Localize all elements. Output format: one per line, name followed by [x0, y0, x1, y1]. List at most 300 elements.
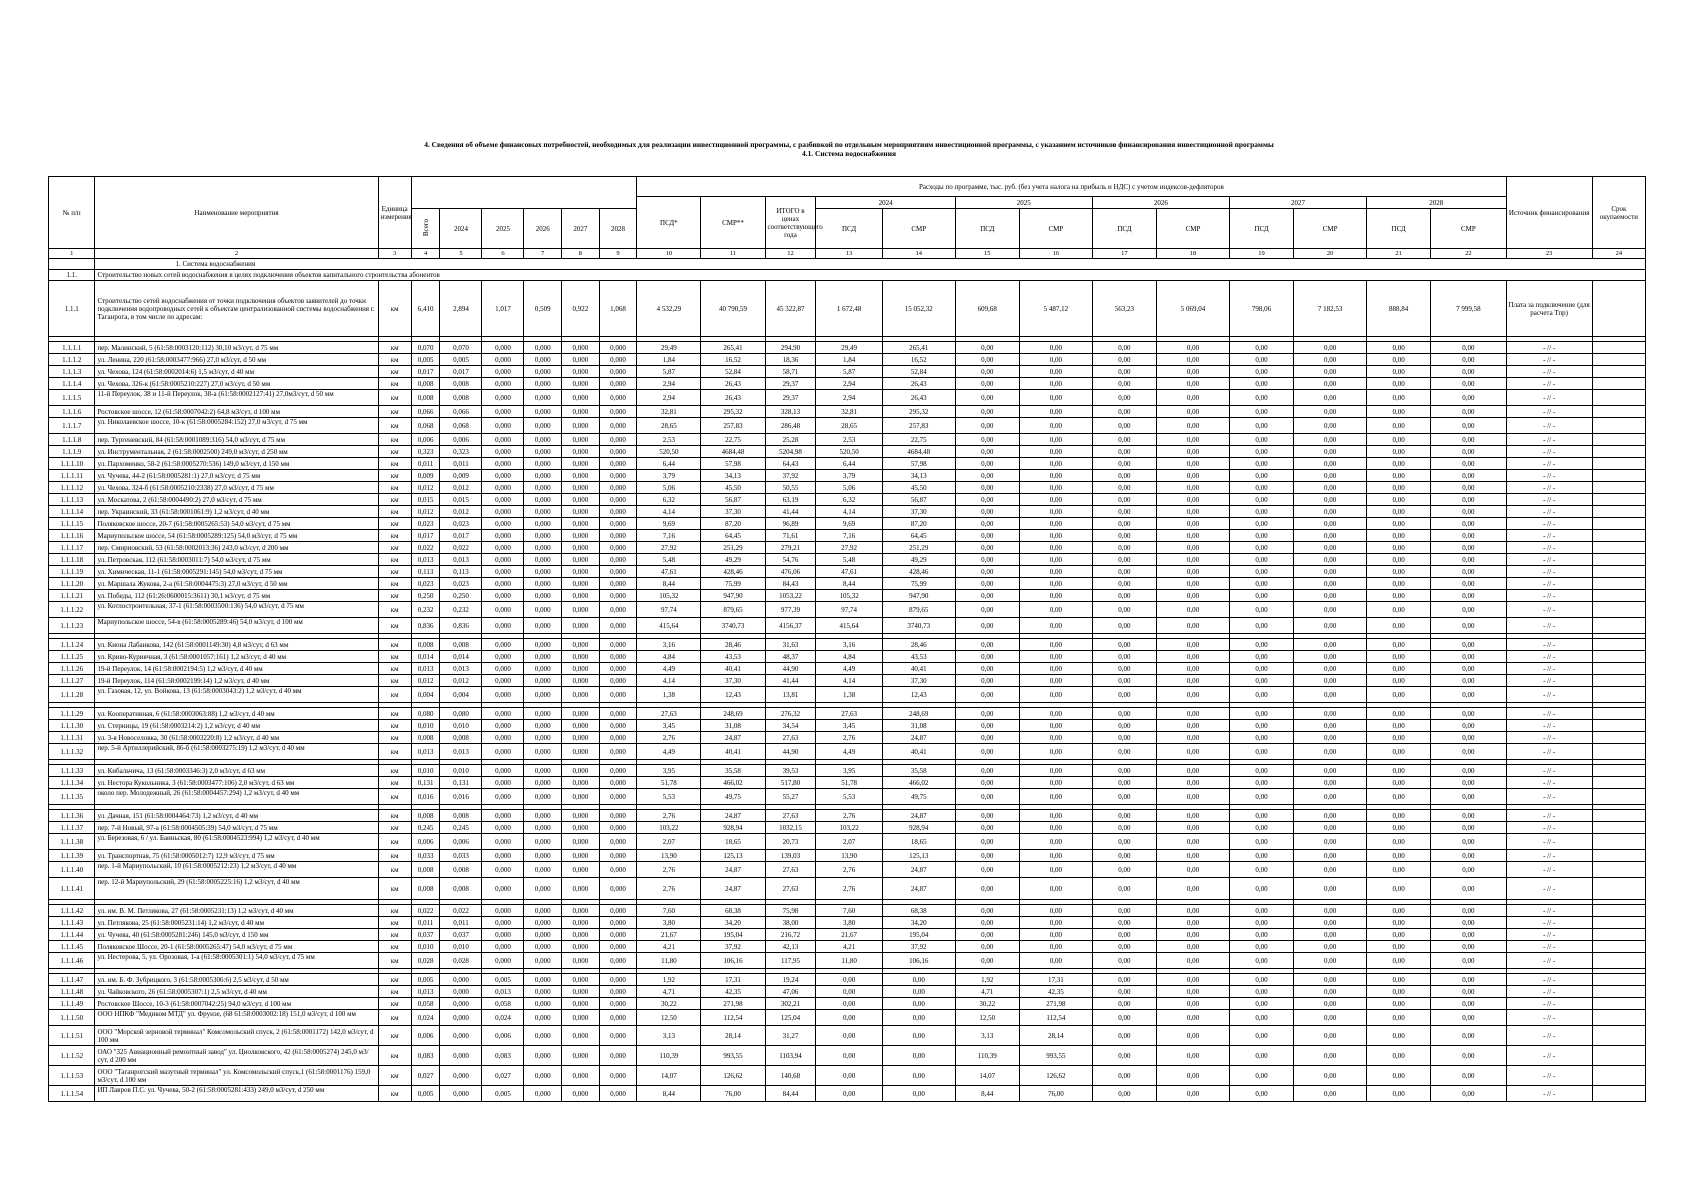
row-value: 0,00 [1019, 822, 1092, 834]
row-number: 1.1.1.32 [49, 744, 95, 760]
row-value: 0,083 [482, 1046, 524, 1066]
row-value: 30,22 [955, 998, 1019, 1010]
row-value: 0,00 [1294, 878, 1367, 900]
row-term [1592, 446, 1645, 458]
row-term [1592, 406, 1645, 418]
row-value: 12,43 [701, 687, 765, 703]
row-value: 0,00 [1294, 986, 1367, 998]
row-value: 0,00 [955, 708, 1019, 720]
row-value: 0,00 [1367, 618, 1431, 634]
investment-table [48, 176, 1646, 1102]
row-value: 0,00 [955, 554, 1019, 566]
row-number: 1.1.1.40 [49, 862, 95, 878]
header-smr-2026: СМР [1156, 209, 1229, 249]
row-term [1592, 905, 1645, 917]
row-source: - // - [1506, 651, 1592, 663]
row-term [1592, 542, 1645, 554]
row-value: 0,000 [524, 518, 562, 530]
row-value: 0,000 [599, 953, 637, 969]
table-row [49, 342, 1646, 354]
row-value: 97,74 [816, 602, 882, 618]
row-value: 0,00 [1229, 941, 1293, 953]
row-value: 0,00 [1156, 1010, 1229, 1026]
row-value: 71,61 [765, 530, 816, 542]
row-value: 0,00 [1092, 810, 1156, 822]
row-value: 0,00 [1367, 905, 1431, 917]
row-name: ул. Газовая, 12, ул. Войкова, 13 (61:58:0003043:2) 1,2 м3/сут, d 40 мм [95, 687, 378, 703]
row-value: 0,000 [599, 1046, 637, 1066]
row-value: 2,07 [637, 834, 701, 850]
row-value: 0,000 [524, 720, 562, 732]
row-value: 0,00 [955, 862, 1019, 878]
row-unit: км [378, 675, 411, 687]
row-value: 251,29 [882, 542, 955, 554]
row-value: 0,00 [1229, 639, 1293, 651]
row-value: 0,00 [882, 974, 955, 986]
row-value: 0,131 [440, 777, 482, 789]
row-value: 0,00 [1156, 998, 1229, 1010]
row-term [1592, 765, 1645, 777]
row-value: 0,000 [482, 651, 524, 663]
row-unit: км [378, 578, 411, 590]
row-value: 14,07 [637, 1066, 701, 1086]
row-value: 0,000 [524, 929, 562, 941]
row-value: 0,000 [562, 929, 600, 941]
row-source: - // - [1506, 905, 1592, 917]
row-value: 0,00 [955, 530, 1019, 542]
row-value: 0,00 [1229, 810, 1293, 822]
row-number: 1.1.1.31 [49, 732, 95, 744]
column-number: 21 [1367, 249, 1431, 259]
row-term [1592, 494, 1645, 506]
row-value: 0,006 [440, 434, 482, 446]
row-value: 2,76 [816, 732, 882, 744]
row-value: 0,00 [1431, 458, 1506, 470]
row-value: 0,00 [816, 1010, 882, 1026]
row-name: ул. Дачная, 151 (61:58:0004464:73) 1,2 м3/сут, d 40 мм [95, 810, 378, 822]
row-value: 0,008 [440, 639, 482, 651]
row-value: 0,000 [599, 390, 637, 406]
row-value: 56,87 [882, 494, 955, 506]
row-value: 328,13 [765, 406, 816, 418]
row-value: 32,81 [637, 406, 701, 418]
row-value: 0,00 [1092, 998, 1156, 1010]
row-value: 87,20 [882, 518, 955, 530]
row-value: 1,017 [482, 281, 524, 337]
column-number: 22 [1431, 249, 1506, 259]
row-term [1592, 1046, 1645, 1066]
row-value: 0,000 [562, 663, 600, 675]
row-value: 0,00 [1019, 506, 1092, 518]
row-value: 0,00 [1229, 378, 1293, 390]
row-value: 0,000 [524, 506, 562, 518]
row-value: 0,00 [1229, 530, 1293, 542]
table-row [49, 1066, 1646, 1086]
row-value: 0,013 [440, 554, 482, 566]
row-value: 0,024 [411, 1010, 440, 1026]
row-unit: км [378, 663, 411, 675]
row-value: 13,81 [765, 687, 816, 703]
row-value: 6,44 [637, 458, 701, 470]
row-value: 0,00 [1431, 986, 1506, 998]
row-value: 0,000 [562, 1010, 600, 1026]
row-value: 0,00 [1367, 744, 1431, 760]
row-value: 0,000 [599, 1086, 637, 1102]
row-value: 0,000 [524, 765, 562, 777]
row-value: 0,00 [1019, 390, 1092, 406]
row-value: 0,00 [1229, 929, 1293, 941]
row-value: 0,000 [524, 342, 562, 354]
row-value: 0,000 [599, 917, 637, 929]
row-value: 8,44 [637, 578, 701, 590]
row-value: 0,00 [1367, 446, 1431, 458]
row-term [1592, 354, 1645, 366]
row-source: - // - [1506, 542, 1592, 554]
row-value: 0,000 [599, 929, 637, 941]
row-value: 0,00 [955, 732, 1019, 744]
table-row [49, 1046, 1646, 1066]
row-value: 0,017 [411, 530, 440, 542]
column-number: 3 [378, 249, 411, 259]
row-term [1592, 941, 1645, 953]
row-value: 18,65 [882, 834, 955, 850]
row-value: 35,58 [701, 765, 765, 777]
row-value: 0,00 [1294, 974, 1367, 986]
row-value: 0,000 [482, 810, 524, 822]
row-value: 0,00 [1294, 390, 1367, 406]
row-value: 0,00 [1019, 470, 1092, 482]
row-value: 0,000 [440, 1026, 482, 1046]
row-value: 0,017 [440, 530, 482, 542]
row-value: 44,90 [765, 663, 816, 675]
row-value: 0,00 [1229, 482, 1293, 494]
row-unit: км [378, 810, 411, 822]
row-value: 0,00 [1431, 822, 1506, 834]
row-value: 0,00 [1229, 1026, 1293, 1046]
row-unit: км [378, 789, 411, 805]
row-value: 0,00 [1156, 590, 1229, 602]
row-value: 27,63 [765, 810, 816, 822]
row-value: 12,50 [637, 1010, 701, 1026]
row-value: 0,00 [1019, 765, 1092, 777]
row-value: 0,00 [1092, 720, 1156, 732]
row-unit: км [378, 1086, 411, 1102]
row-value: 0,00 [1019, 744, 1092, 760]
row-value: 0,000 [562, 530, 600, 542]
row-value: 0,000 [599, 810, 637, 822]
row-number: 1.1.1.23 [49, 618, 95, 634]
row-value: 1,38 [816, 687, 882, 703]
row-value: 0,00 [1229, 494, 1293, 506]
column-number: 17 [1092, 249, 1156, 259]
row-value: 0,00 [1156, 862, 1229, 878]
row-value: 0,00 [955, 905, 1019, 917]
row-source: - // - [1506, 929, 1592, 941]
row-value: 0,000 [562, 822, 600, 834]
row-value: 0,000 [524, 974, 562, 986]
row-value: 125,13 [701, 850, 765, 862]
row-value: 42,35 [1019, 986, 1092, 998]
table-body [49, 249, 1646, 1102]
row-number: 1.1.1.9 [49, 446, 95, 458]
row-value: 0,00 [1294, 542, 1367, 554]
row-value: 0,00 [955, 470, 1019, 482]
row-value: 0,00 [1156, 941, 1229, 953]
row-value: 0,008 [411, 378, 440, 390]
row-value: 29,49 [816, 342, 882, 354]
row-value: 0,00 [1431, 1010, 1506, 1026]
row-value: 0,00 [955, 458, 1019, 470]
table-row [49, 518, 1646, 530]
row-value: 0,00 [955, 639, 1019, 651]
row-value: 0,00 [1294, 834, 1367, 850]
row-value: 0,00 [1092, 1066, 1156, 1086]
row-number: 1.1.1.27 [49, 675, 95, 687]
row-value: 0,000 [562, 366, 600, 378]
row-value: 0,00 [1431, 554, 1506, 566]
row-value: 0,00 [1156, 482, 1229, 494]
row-value: 0,00 [1092, 905, 1156, 917]
row-value: 0,00 [1431, 789, 1506, 805]
row-value: 0,000 [524, 1010, 562, 1026]
row-value: 0,000 [599, 1010, 637, 1026]
row-value: 0,00 [1367, 494, 1431, 506]
row-value: 0,00 [1092, 834, 1156, 850]
row-value: 8,44 [637, 1086, 701, 1102]
row-value: 0,00 [816, 1026, 882, 1046]
row-value: 0,00 [1092, 941, 1156, 953]
row-value: 4,49 [816, 744, 882, 760]
row-value: 0,00 [1294, 354, 1367, 366]
row-value: 0,00 [1367, 434, 1431, 446]
row-value: 276,32 [765, 708, 816, 720]
row-value: 0,000 [524, 578, 562, 590]
row-value: 76,00 [1019, 1086, 1092, 1102]
table-row [49, 590, 1646, 602]
row-value: 1,84 [816, 354, 882, 366]
row-value: 0,00 [1019, 602, 1092, 618]
row-value: 0,00 [1019, 687, 1092, 703]
row-value: 0,00 [1431, 687, 1506, 703]
row-value: 0,000 [562, 590, 600, 602]
row-value: 0,00 [1092, 822, 1156, 834]
row-value: 947,90 [701, 590, 765, 602]
row-source: - // - [1506, 618, 1592, 634]
row-value: 0,00 [1431, 850, 1506, 862]
row-value: 0,00 [1092, 418, 1156, 434]
row-value: 0,000 [562, 1086, 600, 1102]
row-value: 302,21 [765, 998, 816, 1010]
row-value: 0,00 [955, 675, 1019, 687]
row-value: 0,00 [955, 663, 1019, 675]
row-term [1592, 458, 1645, 470]
table-row [49, 530, 1646, 542]
header-year-2027: 2027 [1229, 197, 1366, 209]
row-value: 0,00 [1019, 917, 1092, 929]
row-value: 0,00 [1092, 390, 1156, 406]
row-name: 19-й Переулок, 14 (61:58:0002194:5) 1,2 м3/сут, d 40 мм [95, 663, 378, 675]
row-value: 0,00 [1156, 732, 1229, 744]
row-value: 0,023 [411, 578, 440, 590]
row-value: 0,000 [482, 458, 524, 470]
row-value: 0,00 [1431, 878, 1506, 900]
row-value: 0,836 [440, 618, 482, 634]
row-value: 51,78 [816, 777, 882, 789]
row-value: 0,00 [1156, 822, 1229, 834]
row-value: 28,46 [882, 639, 955, 651]
row-value: 22,75 [701, 434, 765, 446]
row-value: 0,00 [1229, 470, 1293, 482]
row-name: ул. Пархоменко, 58-2 (61:58:0005270:536) 149,0 м3/сут, d 150 мм [95, 458, 378, 470]
row-value: 4,21 [637, 941, 701, 953]
row-value: 0,000 [599, 862, 637, 878]
row-value: 0,083 [411, 1046, 440, 1066]
row-value: 0,00 [882, 1066, 955, 1086]
row-value: 0,00 [1294, 618, 1367, 634]
row-name: пер. Тургеневский, 84 (61:58:0001089:316) 54,0 м3/сут, d 75 мм [95, 434, 378, 446]
row-value: 0,250 [411, 590, 440, 602]
table-row [49, 862, 1646, 878]
row-value: 0,013 [440, 744, 482, 760]
row-value: 0,000 [599, 590, 637, 602]
row-value: 0,00 [1156, 618, 1229, 634]
row-value: 0,00 [1294, 765, 1367, 777]
row-value: 0,037 [411, 929, 440, 941]
row-value: 0,00 [1229, 732, 1293, 744]
row-value: 0,00 [1367, 470, 1431, 482]
row-value: 0,000 [524, 446, 562, 458]
row-value: 0,00 [1092, 406, 1156, 418]
row-name: ул. Нестерова, 5, ул. Орозовая, 1-а (61:58:0005301:1) 54,0 м3/сут, d 75 мм [95, 953, 378, 969]
row-value: 9,69 [816, 518, 882, 530]
row-value: 0,00 [1431, 675, 1506, 687]
row-value: 0,836 [411, 618, 440, 634]
row-value: 0,006 [411, 1026, 440, 1046]
row-value: 5,06 [637, 482, 701, 494]
row-value: 0,00 [1092, 1026, 1156, 1046]
row-value: 0,00 [955, 953, 1019, 969]
row-value: 0,00 [816, 974, 882, 986]
row-value: 2,76 [637, 878, 701, 900]
row-value: 0,00 [1092, 687, 1156, 703]
row-value: 4,14 [637, 675, 701, 687]
row-value: 0,00 [1019, 850, 1092, 862]
row-value: 0,00 [1156, 1026, 1229, 1046]
row-value: 563,23 [1092, 281, 1156, 337]
row-value: 0,00 [1229, 518, 1293, 530]
row-unit: км [378, 390, 411, 406]
table-row [49, 1026, 1646, 1046]
row-value: 0,013 [440, 663, 482, 675]
row-value: 0,00 [1294, 663, 1367, 675]
table-row [49, 470, 1646, 482]
row-value: 0,00 [955, 602, 1019, 618]
row-value: 12,43 [882, 687, 955, 703]
row-value: 0,000 [562, 542, 600, 554]
row-value: 0,000 [482, 542, 524, 554]
row-source: - // - [1506, 494, 1592, 506]
row-value: 0,00 [1019, 651, 1092, 663]
row-value: 0,000 [482, 482, 524, 494]
row-value: 0,000 [562, 602, 600, 618]
header-term: Срок окупаемости [1592, 177, 1645, 249]
row-value: 0,000 [482, 418, 524, 434]
row-value: 0,00 [1294, 1066, 1367, 1086]
row-source: - // - [1506, 434, 1592, 446]
row-number: 1.1.1.21 [49, 590, 95, 602]
row-number: 1.1.1.30 [49, 720, 95, 732]
row-value: 0,000 [524, 354, 562, 366]
row-value: 0,00 [1294, 482, 1367, 494]
row-name: Ростовское Шоссе, 10-3 (61:58:0007042:25) 94,0 м3/сут, d 100 мм [95, 998, 378, 1010]
row-value: 993,55 [701, 1046, 765, 1066]
row-value: 97,74 [637, 602, 701, 618]
table-row [49, 378, 1646, 390]
section-row [49, 259, 1646, 270]
row-value: 105,32 [637, 590, 701, 602]
row-value: 11,80 [816, 953, 882, 969]
row-value: 0,00 [1156, 602, 1229, 618]
row-value: 0,00 [1294, 602, 1367, 618]
column-number: 11 [701, 249, 765, 259]
row-number: 1.1.1.2 [49, 354, 95, 366]
row-term [1592, 530, 1645, 542]
row-value: 0,000 [482, 905, 524, 917]
row-name: ул. Березовая, 6 / ул. Баиньская, 80 (61:58:0004523:994) 1,2 м3/сут, d 40 мм [95, 834, 378, 850]
row-value: 0,000 [562, 878, 600, 900]
row-value: 28,46 [701, 639, 765, 651]
row-value: 0,006 [411, 434, 440, 446]
row-value: 105,32 [816, 590, 882, 602]
table-row [49, 822, 1646, 834]
row-unit: км [378, 639, 411, 651]
header-unit: Единица измерения [378, 177, 411, 249]
row-value: 0,000 [482, 639, 524, 651]
row-unit: км [378, 1026, 411, 1046]
row-value: 0,00 [1294, 862, 1367, 878]
row-value: 265,41 [701, 342, 765, 354]
row-value: 0,068 [411, 418, 440, 434]
row-value: 1 672,48 [816, 281, 882, 337]
row-value: 0,000 [482, 602, 524, 618]
row-value: 2,53 [816, 434, 882, 446]
row-value: 0,000 [482, 554, 524, 566]
row-value: 0,008 [411, 862, 440, 878]
row-value: 125,13 [882, 850, 955, 862]
row-value: 27,63 [765, 862, 816, 878]
row-value: 30,22 [637, 998, 701, 1010]
row-value: 0,00 [1019, 675, 1092, 687]
row-unit: км [378, 566, 411, 578]
row-value: 32,81 [816, 406, 882, 418]
row-value: 0,000 [562, 378, 600, 390]
row-value: 0,000 [562, 732, 600, 744]
row-number: 1.1.1.39 [49, 850, 95, 862]
row-value: 0,00 [1294, 366, 1367, 378]
row-value: 96,89 [765, 518, 816, 530]
row-value: 0,00 [816, 998, 882, 1010]
row-value: 0,00 [955, 406, 1019, 418]
row-value: 0,010 [440, 765, 482, 777]
row-value: 24,87 [701, 862, 765, 878]
row-unit: км [378, 446, 411, 458]
row-value: 609,68 [955, 281, 1019, 337]
row-value: 0,000 [482, 720, 524, 732]
row-value: 34,20 [882, 917, 955, 929]
row-value: 0,000 [599, 494, 637, 506]
row-value: 0,00 [1019, 566, 1092, 578]
row-value: 6,32 [637, 494, 701, 506]
